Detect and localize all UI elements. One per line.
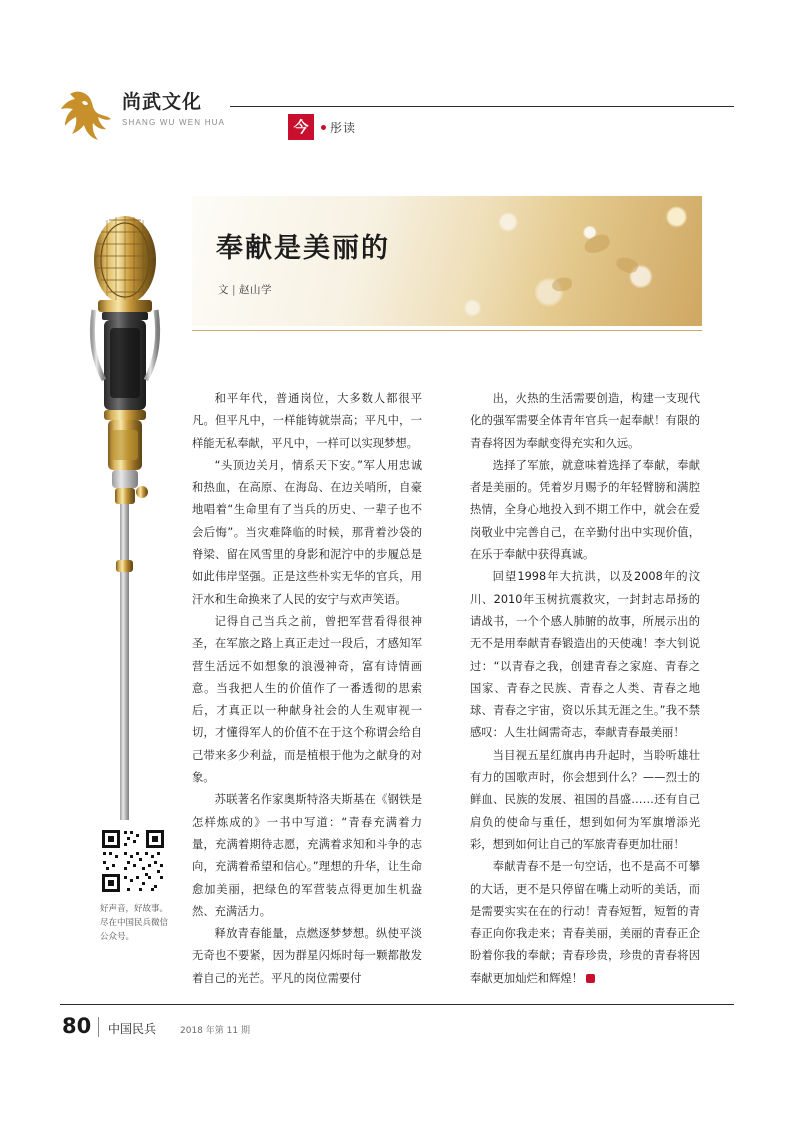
page-footer — [60, 1004, 734, 1044]
paragraph: 出，火热的生活需要创造，构建一支现代化的强军需要全体青年官兵一起奉献！有限的青春将因为奉献变得充实和久远。 — [470, 392, 700, 450]
badge-dot-icon — [321, 125, 326, 130]
paragraph: 回望1998年大抗洪，以及2008年的汶川、2010年玉树抗震救灾，一封封志昂扬的请战书，一个个感人肺腑的故事，所展示出的无不是用奉献青春锻造出的天使魂！李大钊说过：“以青春之我，创建青春之家庭、青春之国家、青春之民族、青春之人类、青春之地球、青春之宇宙，资以乐其无涯之生。”我不禁感叹：人生壮阔需奇志，奉献青春最美丽！ — [470, 570, 700, 740]
qr-caption: 好声音，好故事。尽在中国民兵微信公众号。 — [100, 904, 169, 942]
banner-decoration — [551, 277, 573, 293]
microphone-illustration — [82, 200, 168, 820]
body-column-right — [470, 388, 700, 990]
paragraph: 当目视五星红旗冉冉升起时，当聆听雄壮有力的国歌声时，你会想到什么？——烈士的鲜血、民族的发展、祖国的昌盛……还有自己肩负的使命与重任，想到如何为军旗增添光彩，想到如何让自己的军旅青春更加壮丽！ — [470, 748, 700, 851]
paragraph-text: 奉献青春不是一句空话，也不是高不可攀的大话，更不是只停留在嘴上动听的美话，而是需要实实在在的行动！青春短暂，短暂的青春正向你我走来；青春美丽，美丽的青春正企盼着你我的奉献；青春珍贵，珍贵的青春将因奉献更加灿烂和辉煌！ — [470, 860, 700, 985]
article-title: 奉献是美丽的 — [216, 233, 390, 264]
section-badge — [288, 114, 356, 140]
banner-decoration — [614, 254, 640, 275]
brand-title: 尚武文化 — [122, 91, 203, 113]
horse-seal-icon — [60, 88, 118, 144]
paragraph: 释放青春能量，点燃逐梦梦想。纵使平淡无奇也不要紧，因为群星闪烁时每一颗都散发着自己的光芒。平凡的岗位需要付 — [192, 927, 422, 985]
article-end-mark-icon — [586, 974, 595, 983]
qr-code-icon[interactable] — [100, 828, 166, 894]
byline-prefix: 文 — [218, 284, 229, 296]
paragraph: “头顶边关月，情系天下安。”军人用忠诚和热血，在高原、在海岛、在边关哨所，自豪地唱着“生命里有了当兵的历史、一辈子也不会后悔”。当灾难降临的时候，那背着沙袋的脊梁、留在风雪里的身影和泥泞中的步履总是如此伟岸坚强。正是这些朴实无华的官兵，用汗水和生命换来了人民的安宁与欢声笑语。 — [192, 458, 422, 606]
paragraph-final — [470, 856, 700, 990]
paragraph: 选择了军旅，就意味着选择了奉献，奉献者是美丽的。凭着岁月赐予的年轻臂膀和满腔热情，全身心地投入到不期工作中，就会在爱岗敬业中完善自己，在辛勤付出中实现价值，在乐于奉献中获得真诚。 — [470, 458, 700, 562]
qr-block — [100, 828, 169, 944]
badge-character: 今 — [288, 114, 314, 140]
footer-divider — [60, 1004, 734, 1005]
article-banner — [192, 196, 702, 326]
body-column-left — [192, 388, 422, 990]
header-divider — [230, 106, 734, 107]
byline-author: 赵山学 — [239, 284, 273, 296]
paragraph: 和平年代，普通岗位，大多数人都很平凡。但平凡中，一样能铸就崇高；平凡中，一样能无私奉献，平凡中，一样可以实现梦想。 — [192, 392, 422, 450]
paragraph: 记得自己当兵之前，曾把军营看得很神圣，在军旅之路上真正走过一段后，才感知军营生活远不如想象的浪漫神奇，富有诗情画意。当我把人生的价值作了一番透彻的思索后，才真正以一种献身社会的人生观审视一切，才懂得军人的价值不在于这个称谓会给自己带来多少利益，而是植根于他为之献身的对象。 — [192, 614, 422, 785]
byline-separator: | — [232, 284, 237, 296]
magazine-name: 中国民兵 — [108, 1022, 157, 1036]
page-header — [60, 88, 734, 150]
article-byline — [218, 282, 272, 297]
banner-decoration — [582, 232, 612, 255]
footer-separator — [98, 1017, 99, 1037]
page-number: 80 — [62, 1014, 92, 1038]
issue-label: 2018 年第 11 期 — [180, 1026, 250, 1036]
badge-label-wrap — [321, 119, 356, 136]
banner-underline — [192, 330, 702, 331]
badge-label: 彤读 — [330, 120, 357, 135]
brand-subtitle: SHANG WU WEN HUA — [122, 118, 226, 127]
paragraph: 苏联著名作家奥斯特洛夫斯基在《钢铁是怎样炼成的》一书中写道：“青春充满着力量，充满着期待志愿，充满着求知和斗争的志向，充满着希望和信心。”理想的升华，让生命愈加美丽，把绿色的军营装点得更加生机盎然、充满活力。 — [192, 793, 422, 918]
brand-text — [122, 90, 232, 127]
